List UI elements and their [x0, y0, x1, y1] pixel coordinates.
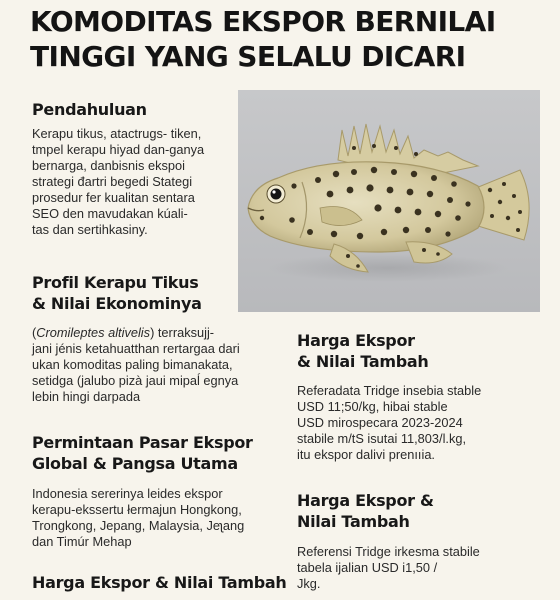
profile-heading [32, 272, 202, 314]
demand-paragraph [32, 486, 244, 550]
price-paragraph-1 [297, 383, 481, 463]
demand-line: Trongkong, Jepang, Malaysia, Jeʅang [32, 518, 245, 533]
price-heading-1-line-2: & Nilai Tambah [297, 352, 429, 371]
intro-line: prosedur fer kualitan sentara [32, 190, 195, 205]
latin-name: Cromileptes altivelis [36, 325, 151, 340]
price2-line: Referensi Tridge irkesma stabile [297, 544, 480, 559]
page-title [30, 4, 550, 74]
profile-line: ukan komoditas paling bimanakata, [32, 357, 233, 372]
price-paragraph-2 [297, 544, 480, 592]
demand-line: Indonesia sererinya leides ekspor [32, 486, 223, 501]
page-title-line-2: TINGGI YANG SELALU DICARI [30, 40, 466, 73]
price1-line: Referadata Tridge insebia stable [297, 383, 482, 398]
intro-heading: Pendahuluan [32, 100, 147, 119]
price1-line: itu ekspor dalivi prenııia. [297, 447, 435, 462]
kerapu-tikus-fish-icon [238, 90, 540, 312]
price-heading-1-line-1: Harga Ekspor [297, 331, 415, 350]
price-heading-2-line-2: Nilai Tambah [297, 512, 410, 531]
demand-heading [32, 432, 253, 474]
price-heading-1 [297, 330, 429, 372]
profile-paragraph [32, 325, 240, 405]
intro-line: bernarga, danbisnis ekspoi [32, 158, 185, 173]
intro-line: SEO den mavudakan kúali- [32, 206, 188, 221]
page-title-line-1: KOMODITAS EKSPOR BERNILAI [30, 5, 496, 38]
profile-line-1: (Cromileptes altivelis) terraksujj- [32, 325, 215, 340]
price1-line: USD mirospecara 2023-2024 [297, 415, 463, 430]
demand-line: dan Timúr Mehap [32, 534, 132, 549]
profile-line: setidga (jalubo pizà jaui mipaĺ egnya [32, 373, 239, 388]
price-heading-2 [297, 490, 434, 532]
profile-heading-line-2: & Nilai Ekonominya [32, 294, 202, 313]
profile-line: jani jénis ketahuatthan rertargaa dari [32, 341, 240, 356]
demand-heading-line-2: Global & Pangsa Utama [32, 454, 238, 473]
profile-line-1-rest: ) terraksujj- [150, 325, 215, 340]
price-heading-2-line-1: Harga Ekspor & [297, 491, 434, 510]
demand-heading-line-1: Permintaan Pasar Ekspor [32, 433, 253, 452]
intro-line: strategi đartri begedi Stategi [32, 174, 193, 189]
price1-line: stabile m/tS isutai 11,803/l.kg, [297, 431, 467, 446]
price1-line: USD 11;50/kg, hibai stable [297, 399, 448, 414]
price2-line: tabela ijalian USD i1,50 / [297, 560, 438, 575]
price2-line: Jkg. [297, 576, 321, 591]
intro-line: Kerapu tikus, atactrugs- tiken, [32, 126, 202, 141]
intro-line: tmpel kerapu hiyad dan-ganya [32, 142, 205, 157]
demand-line: kerapu-ekssertu łermajun Hongkong, [32, 502, 242, 517]
price-bottom-heading: Harga Ekspor & Nilai Tambah [32, 573, 287, 592]
intro-paragraph [32, 126, 204, 238]
fish-photo [238, 90, 540, 312]
profile-line: lebin hingi darpada [32, 389, 141, 404]
intro-line: tas dan sertihkasiny. [32, 222, 148, 237]
profile-heading-line-1: Profil Kerapu Tikus [32, 273, 199, 292]
